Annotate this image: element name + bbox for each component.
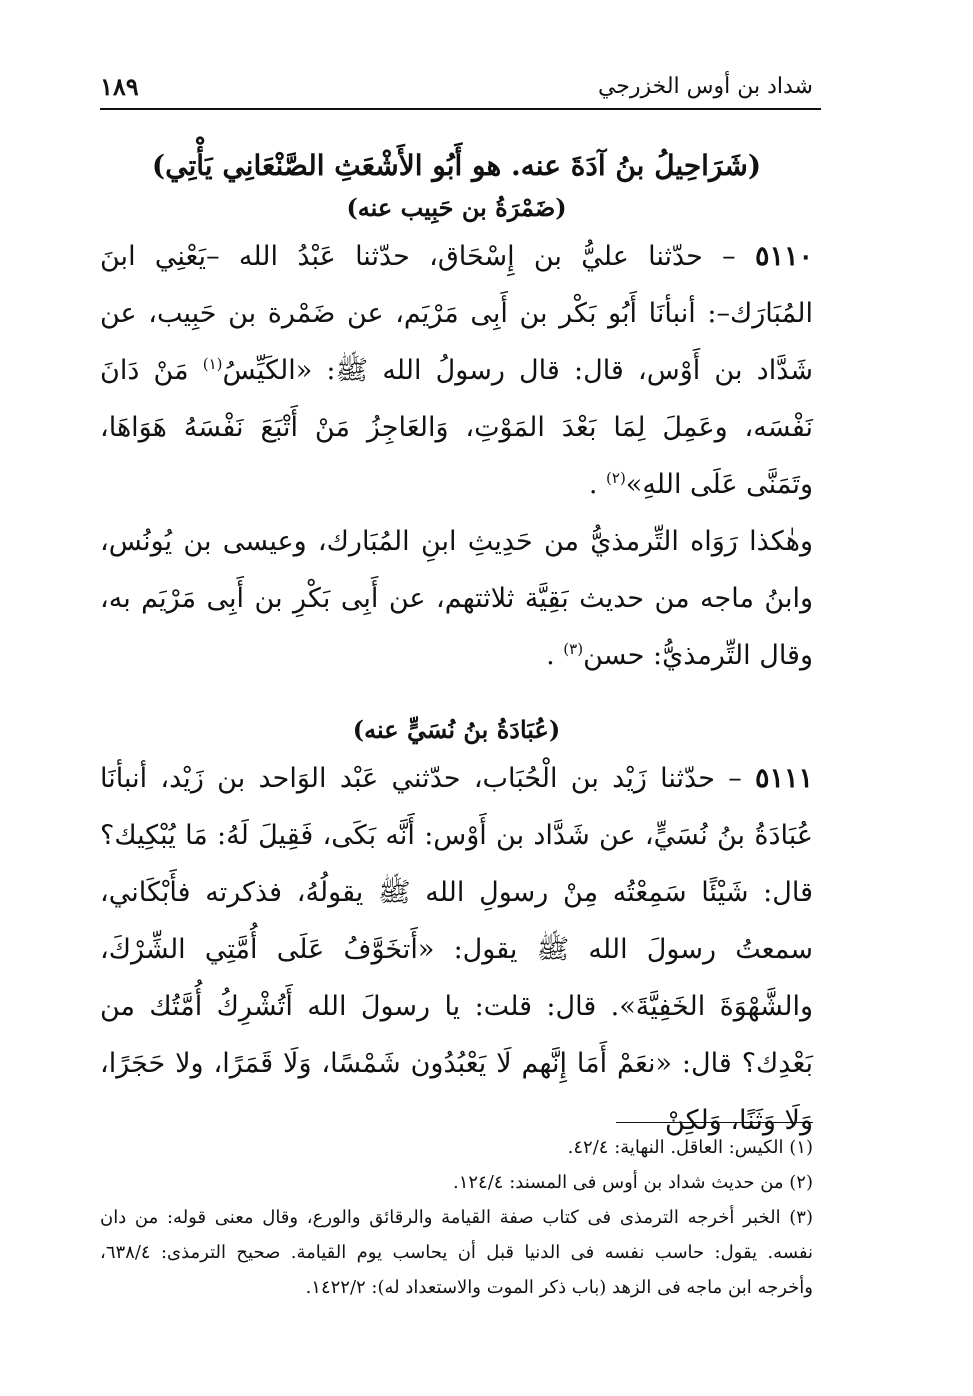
hadith-number: ٥١١٠ xyxy=(754,241,813,272)
commentary-paragraph xyxy=(100,513,813,684)
section-heading-ubada: (عُبَادَةُ بنُ نُسَيٍّ عنه) xyxy=(352,715,561,744)
hadith-text-continued: مَنْ دَانَ نَفْسَه، وعَمِلَ لِمَا بَعْدَ المَوْتِ، وَالعَاجِزُ مَنْ أَتْبَعَ نَفْسَهُ هَوَاهَا، وتَمَنَّى عَلَى اللهِ» xyxy=(100,355,813,500)
running-head-title: شداد بن أوس الخزرجي xyxy=(597,73,813,99)
commentary-text: وهٰكذا رَوَاه التِّرمذيُّ من حَدِيثِ ابنِ المُبَارك، وعيسى بن يُونُس، وابنُ ماجه من حديث بَقِيَّة ثلاثتهم، عن أَبِى بَكْرِ بن أَبِى مَرْيَم به، وقال التِّرمذيُّ: حسن xyxy=(100,526,813,671)
hadith-5111 xyxy=(100,750,813,1149)
footnote-ref-3[interactable]: (٣) xyxy=(563,640,584,658)
main-text xyxy=(100,140,813,1149)
page-number: ١٨٩ xyxy=(100,71,139,101)
footnote-rule xyxy=(616,1122,813,1123)
header-rule xyxy=(100,108,821,110)
footnote-3: (٣) الخبر أخرجه الترمذى فى كتاب صفة القيامة والرقائق والورع، وقال معنى قوله: من دان نفسه. يقول: حاسب نفسه فى الدنيا قبل أن يحاسب يوم القيامة. صحيح الترمذى: ٦٣٨/٤، وأخرجه ابن ماجه فى الزهد (باب ذكر الموت والاستعداد له): ١٤٢٢/٢. xyxy=(100,1207,813,1298)
hadith-5110 xyxy=(100,228,813,513)
hadith-end: . xyxy=(588,469,607,500)
hadith-text: – حدّثنا زَيْد بن الْحُبَاب، حدّثني عَبْد الوَاحد بن زَيْد، أنبأنَا عُبَادَةُ بنُ نُسَيٍّ، عن شَدَّاد بن أَوْس: أَنَّه بَكَى، فَقِيلَ لَهُ: مَا يُبْكِيك؟ قال: شَيْئًا سَمِعْتُه مِنْ رسولِ الله ﷺ يقولُهُ، فذكرته فأَبْكَاني، سمعتُ رسولَ الله ﷺ يقول: «أَتخَوَّفُ عَلَى أُمَّتِي الشِّرْكَ، والشَّهْوَةَ الخَفِيَّةَ». قال: قلت: يا رسولَ الله أَتُشْرِكُ أُمَّتُك من بَعْدِك؟ قال: «نعَمْ أَمَا إِنَّهم لَا يَعْبُدُون شَمْسًا، وَلَا قَمَرًا، ولا حَجَرًا، وَلَا وَثَنًا، وَلكِنْ xyxy=(100,763,813,1136)
footnotes xyxy=(100,1130,813,1305)
footnote-ref-1[interactable]: (١) xyxy=(202,355,223,373)
footnote-1: (١) الكيس: العاقل. النهاية: ٤٢/٤. xyxy=(567,1137,813,1158)
footnote-2: (٢) من حديث شداد بن أوس فى المسند: ١٢٤/٤. xyxy=(452,1172,813,1193)
hadith-text: – حدّثنا عليُّ بن إِسْحَاق، حدّثنا عَبْدُ الله –يَعْنِي ابنَ المُبَارَك–: أنبأنَا أَبُو بَكْر بن أَبِى مَرْيَم، عن ضَمْرة بن حَبِيب، عن شَدَّاد بن أَوْس، قال: قال رسولُ الله ﷺ: «الكَيِّسُ xyxy=(100,241,813,386)
section-heading-sharahil: (شَرَاحِيلُ بنُ آدَةَ عنه. هو أَبُو الأَشْعَثِ الصَّنْعَانِي يَأْتِي) xyxy=(151,149,762,182)
commentary-end: . xyxy=(546,640,564,671)
running-head xyxy=(100,66,813,106)
section-gap xyxy=(100,684,813,710)
hadith-number: ٥١١١ xyxy=(754,763,813,794)
footnote-ref-2[interactable]: (٢) xyxy=(606,469,626,487)
subheading-damra: (ضَمْرَةُ بن حَبِيب عنه) xyxy=(346,193,567,222)
